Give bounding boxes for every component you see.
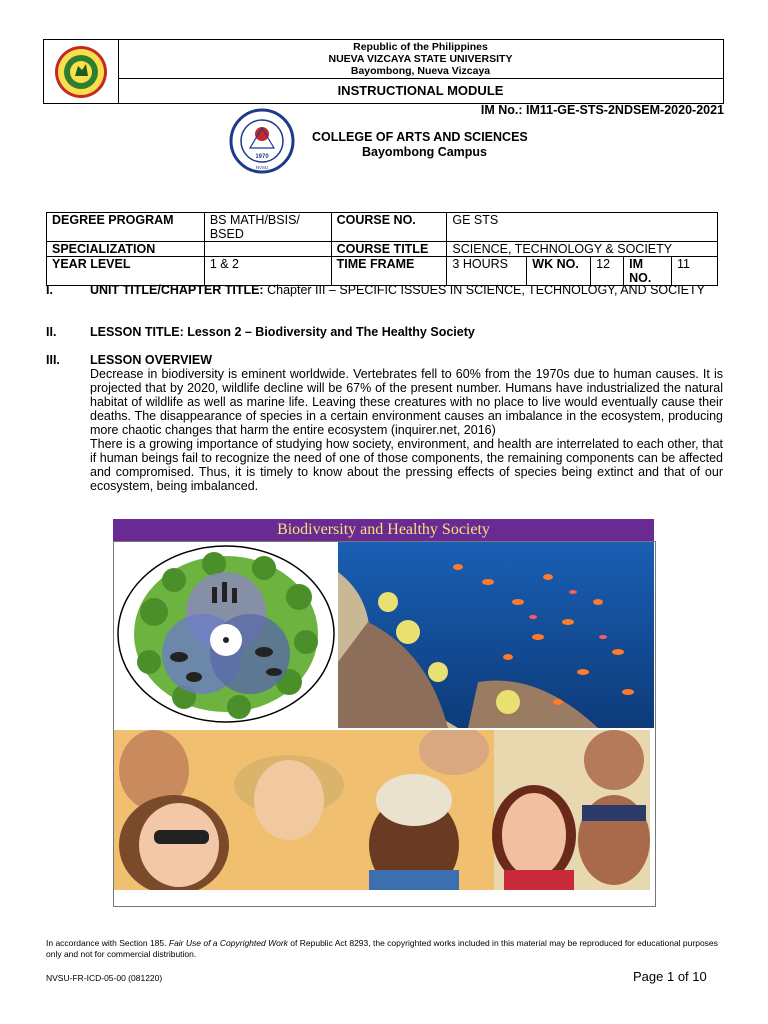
degree-program-label: DEGREE PROGRAM xyxy=(47,213,205,242)
diverse-people-image xyxy=(114,730,650,890)
overview-paragraph-1: Decrease in biodiversity is eminent worldwide. Vertebrates fell to 60% from the 1970s due to human causes. It is projected that by 2020, wildlife decline will be 67% of the present number. Humans have industrialized the natural habitat of wildlife as well as marine life. Leaving these creatures with no place to live would eventually cause their deaths. The disappearance of species in a certain environment causes an imbalance in the ecosystem, producing more chaotic changes that harm the entire ecosystem (inquirer.net, 2016) xyxy=(90,367,723,437)
unit-title-value: Chapter III – SPECIFIC ISSUES IN SCIENCE, TECHNOLOGY, AND SOCIETY xyxy=(267,283,705,297)
university-location: Bayombong, Nueva Vizcaya xyxy=(350,65,491,77)
course-info-table xyxy=(46,212,718,286)
header-box xyxy=(43,39,724,104)
course-title-label: COURSE TITLE xyxy=(331,242,447,257)
college-block xyxy=(312,130,528,160)
lesson-title: LESSON TITLE: Lesson 2 – Biodiversity and The Healthy Society xyxy=(90,325,475,339)
section-unit-title xyxy=(46,283,723,297)
course-no-label: COURSE NO. xyxy=(331,213,447,242)
seal-abbrev: NVSU xyxy=(255,165,269,170)
college-name: COLLEGE OF ARTS AND SCIENCES xyxy=(312,130,528,144)
biodiversity-venn-image xyxy=(114,542,336,726)
notice-post: of Republic Act 8293, the copyrighted works included in this material may be reproduced for educational purposes only and not for commercial distribution. xyxy=(46,938,718,959)
course-no-value: GE STS xyxy=(447,213,718,242)
university-name: NUEVA VIZCAYA STATE UNIVERSITY xyxy=(328,53,513,65)
coral-reef-image xyxy=(338,542,654,728)
college-seal-icon xyxy=(222,108,302,174)
specialization-label: SPECIALIZATION xyxy=(47,242,205,257)
unit-title-label: UNIT TITLE/CHAPTER TITLE: xyxy=(90,283,264,297)
section-number: I. xyxy=(46,283,53,297)
section-number: II. xyxy=(46,325,57,339)
table-row xyxy=(47,213,718,242)
table-row xyxy=(47,257,718,286)
republic-text: Republic of the Philippines xyxy=(353,41,488,53)
im-no-value: 11 xyxy=(672,257,718,286)
notice-pre: In accordance with Section 185. xyxy=(46,938,167,948)
table-row xyxy=(47,242,718,257)
degree-program-value: BS MATH/BSIS/ BSED xyxy=(204,213,331,242)
form-number: NVSU-FR-ICD-05-00 (081220) xyxy=(46,973,163,983)
specialization-value xyxy=(204,242,331,257)
logo-cell xyxy=(44,40,119,103)
government-header xyxy=(118,40,723,79)
wk-no-value: 12 xyxy=(591,257,624,286)
figure-banner: Biodiversity and Healthy Society xyxy=(113,519,654,541)
time-frame-label: TIME FRAME xyxy=(331,257,447,286)
lesson-overview-heading: LESSON OVERVIEW xyxy=(90,353,213,367)
seal-year: 1970 xyxy=(255,154,269,160)
section-lesson-overview xyxy=(46,353,723,493)
section-lesson-title xyxy=(46,325,723,339)
year-level-value: 1 & 2 xyxy=(204,257,331,286)
overview-paragraph-2: There is a growing importance of studying how society, environment, and health are interrelated to each other, that if human beings fail to recognize the need of one of those components, the remaining components can be affected and compromised. Thus, it is timely to know about the pressing effects of species being extinct and that of our ecosystem, being imbalanced. xyxy=(90,437,723,493)
section-number: III. xyxy=(46,353,60,367)
time-frame-value: 3 HOURS xyxy=(447,257,527,286)
wk-no-label: WK NO. xyxy=(527,257,591,286)
campus-name: Bayombong Campus xyxy=(362,145,488,159)
module-title: INSTRUCTIONAL MODULE xyxy=(118,78,723,104)
university-seal-icon xyxy=(44,40,118,103)
course-title-value: SCIENCE, TECHNOLOGY & SOCIETY xyxy=(447,242,718,257)
copyright-notice xyxy=(46,938,726,960)
im-no-label: IM NO. xyxy=(624,257,672,286)
page-number: Page 1 of 10 xyxy=(633,969,707,984)
year-level-label: YEAR LEVEL xyxy=(47,257,205,286)
notice-italic: Fair Use of a Copyrighted Work xyxy=(168,938,288,948)
im-number: IM No.: IM11-GE-STS-2NDSEM-2020-2021 xyxy=(480,103,724,117)
